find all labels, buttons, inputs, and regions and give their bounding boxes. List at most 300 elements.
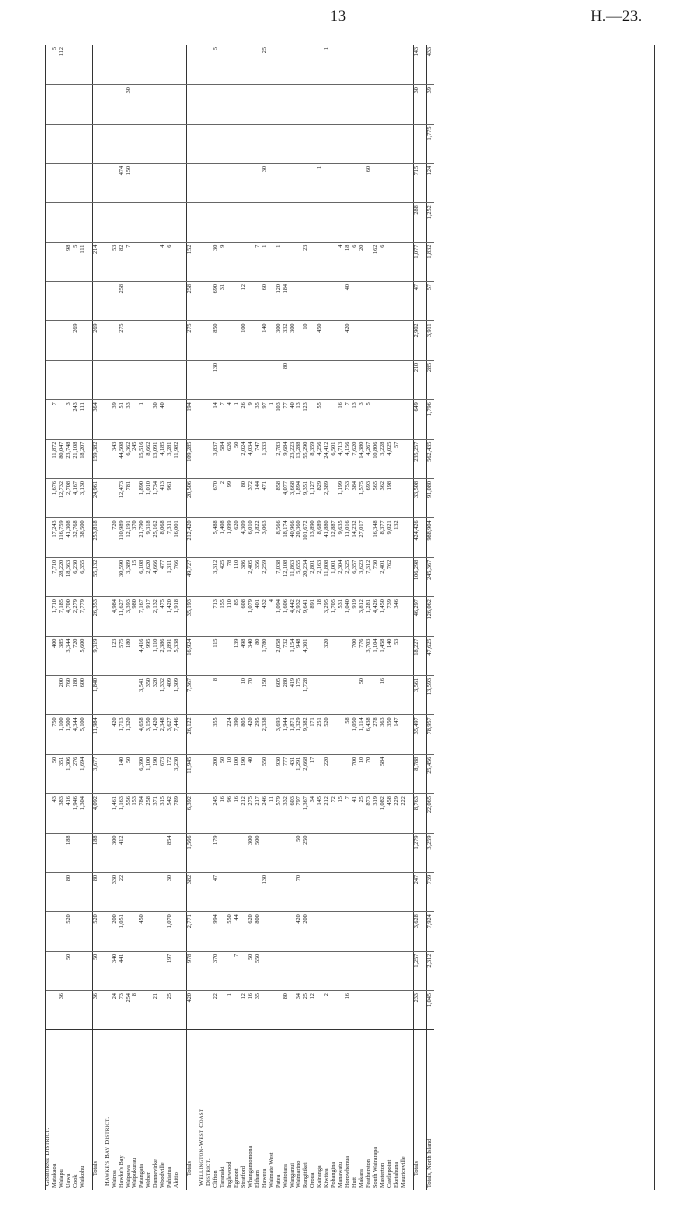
- table-cell: [80, 203, 87, 242]
- table-cell: [387, 912, 394, 951]
- table-cell: 4: [227, 400, 234, 439]
- table-cell: [174, 833, 181, 872]
- table-cell: [324, 282, 331, 321]
- table-cell: 432: [262, 597, 269, 636]
- row-label: Wellington-West Coast: [199, 1030, 206, 1190]
- table-cell: [324, 833, 331, 872]
- table-cell: 2,801: [310, 557, 317, 596]
- table-cell: [199, 794, 206, 833]
- table-cell: 350: [387, 715, 394, 754]
- table-cell: [290, 203, 297, 242]
- table-cell: 23: [303, 242, 310, 281]
- table-cell: 579: [276, 794, 283, 833]
- table-cell: 713: [213, 597, 220, 636]
- table-cell: [160, 203, 167, 242]
- table-cell: [199, 597, 206, 636]
- table-cell: 4,416: [139, 636, 146, 675]
- table-cell: [401, 518, 408, 557]
- table-cell: [227, 124, 234, 163]
- row-label: Waimarino: [296, 1030, 303, 1190]
- table-cell: 3,063: [262, 518, 269, 557]
- table-cell: 441: [119, 951, 126, 990]
- table-cell: [283, 912, 290, 951]
- table-cell: 1,309: [174, 675, 181, 714]
- table-cell: 80: [66, 872, 73, 911]
- table-cell: 57: [394, 439, 401, 478]
- table-cell: 12,473: [119, 479, 126, 518]
- table-cell: [401, 124, 408, 163]
- table-cell: [310, 282, 317, 321]
- table-cell: 850: [213, 321, 220, 360]
- table-cell: [248, 321, 255, 360]
- table-cell: [338, 951, 345, 990]
- table-cell: 235,257: [413, 439, 420, 478]
- table-cell: 11,945: [187, 754, 194, 793]
- table-cell: [146, 321, 153, 360]
- table-cell: [366, 912, 373, 951]
- table-cell: 16,001: [174, 518, 181, 557]
- table-cell: 1,676: [52, 479, 59, 518]
- table-cell: 1: [276, 242, 283, 281]
- table-cell: [324, 400, 331, 439]
- table-cell: 2,902: [413, 321, 420, 360]
- table-cell: [227, 951, 234, 990]
- table-row: [310, 45, 317, 1190]
- table-cell: [338, 360, 345, 399]
- table-cell: 40: [160, 400, 167, 439]
- table-cell: 14,232: [352, 518, 359, 557]
- table-cell: [132, 872, 139, 911]
- table-cell: 53: [112, 242, 119, 281]
- row-label: Masterton: [380, 1030, 387, 1190]
- table-cell: 2,058: [276, 636, 283, 675]
- table-cell: [146, 85, 153, 124]
- table-cell: 40: [345, 282, 352, 321]
- table-cell: [73, 124, 80, 163]
- table-row: [119, 45, 126, 1190]
- table-cell: [317, 282, 324, 321]
- table-cell: [331, 991, 338, 1030]
- table-cell: 17: [310, 754, 317, 793]
- table-cell: [303, 163, 310, 202]
- table-cell: 340: [112, 951, 119, 990]
- table-cell: 750: [52, 715, 59, 754]
- row-label: Weber: [146, 1030, 153, 1190]
- table-cell: [234, 242, 241, 281]
- row-label: Waipawa: [126, 1030, 133, 1190]
- table-cell: [303, 45, 310, 85]
- table-cell: 55: [317, 400, 324, 439]
- table-cell: [174, 951, 181, 990]
- table-cell: 194: [187, 400, 194, 439]
- table-cell: 2,338: [262, 715, 269, 754]
- table-cell: 6,362: [126, 439, 133, 478]
- table-cell: 7,038: [276, 557, 283, 596]
- table-cell: 80: [92, 872, 99, 911]
- table-row: [269, 45, 276, 1190]
- table-cell: 7,367: [187, 675, 194, 714]
- table-cell: 1,110: [153, 636, 160, 675]
- table-cell: 413: [160, 479, 167, 518]
- table-cell: 12: [241, 282, 248, 321]
- table-cell: [366, 203, 373, 242]
- table-cell: [387, 675, 394, 714]
- table-cell: [66, 282, 73, 321]
- table-cell: 1,257: [413, 951, 420, 990]
- row-label: Hawke's Bay: [119, 1030, 126, 1190]
- table-cell: 343: [112, 439, 119, 478]
- table-cell: 565: [373, 479, 380, 518]
- table-cell: 8,662: [146, 439, 153, 478]
- table-cell: 9,351: [303, 479, 310, 518]
- table-cell: [126, 912, 133, 951]
- table-cell: [262, 124, 269, 163]
- row-label: Gisborne District.: [45, 1030, 52, 1190]
- table-cell: [153, 360, 160, 399]
- table-cell: 24,412: [324, 439, 331, 478]
- table-cell: 11,872: [52, 439, 59, 478]
- table-cell: 33: [126, 400, 133, 439]
- table-cell: [394, 912, 401, 951]
- table-cell: [227, 360, 234, 399]
- table-cell: [234, 203, 241, 242]
- table-cell: 11: [269, 794, 276, 833]
- table-cell: 60: [262, 282, 269, 321]
- table-cell: 6,392: [187, 794, 194, 833]
- table-cell: 258: [146, 794, 153, 833]
- table-cell: [401, 400, 408, 439]
- table-cell: [366, 321, 373, 360]
- table-cell: 243: [73, 400, 80, 439]
- table-cell: 1,780: [262, 636, 269, 675]
- table-cell: 13: [352, 400, 359, 439]
- table-cell: 1,606: [283, 597, 290, 636]
- table-cell: 16: [338, 400, 345, 439]
- table-cell: [126, 282, 133, 321]
- table-cell: [234, 360, 241, 399]
- table-cell: 1,077: [413, 242, 420, 281]
- table-cell: 7,446: [174, 715, 181, 754]
- table-cell: 28,220: [59, 557, 66, 596]
- table-cell: [199, 85, 206, 124]
- table-cell: 150: [262, 675, 269, 714]
- table-cell: 155: [220, 597, 227, 636]
- table-cell: [199, 242, 206, 281]
- table-cell: 1,100: [59, 715, 66, 754]
- totals-row: [187, 45, 194, 1190]
- table-cell: [366, 951, 373, 990]
- table-cell: 4: [160, 242, 167, 281]
- table-cell: 5,600: [80, 636, 87, 675]
- table-cell: [153, 45, 160, 85]
- table-row: [303, 45, 310, 1190]
- table-cell: [269, 124, 276, 163]
- table-cell: [310, 912, 317, 951]
- table-cell: [269, 360, 276, 399]
- table-cell: [380, 85, 387, 124]
- table-cell: [317, 912, 324, 951]
- table-cell: [345, 675, 352, 714]
- table-cell: 4,442: [290, 597, 297, 636]
- table-cell: 948: [296, 636, 303, 675]
- table-cell: [352, 872, 359, 911]
- table-cell: 649: [413, 400, 420, 439]
- table-cell: 18,207: [80, 439, 87, 478]
- table-cell: [290, 282, 297, 321]
- table-cell: [105, 85, 112, 124]
- table-cell: [310, 951, 317, 990]
- table-cell: [227, 321, 234, 360]
- table-cell: 458: [387, 794, 394, 833]
- table-cell: [45, 85, 52, 124]
- table-cell: [359, 912, 366, 951]
- table-cell: [52, 951, 59, 990]
- table-cell: [380, 991, 387, 1030]
- table-cell: [80, 912, 87, 951]
- table-cell: 1: [269, 400, 276, 439]
- table-cell: 13,091: [153, 439, 160, 478]
- table-cell: 3,393: [126, 597, 133, 636]
- table-cell: 179: [213, 833, 220, 872]
- table-cell: 50: [220, 754, 227, 793]
- table-cell: 233: [413, 991, 420, 1030]
- table-cell: [394, 85, 401, 124]
- table-cell: 13,890: [310, 518, 317, 557]
- row-label: South Wairarapa: [373, 1030, 380, 1190]
- table-cell: [366, 360, 373, 399]
- table-cell: 715: [413, 163, 420, 202]
- table-cell: 7,185: [59, 597, 66, 636]
- table-cell: 41,308: [66, 518, 73, 557]
- table-cell: 73: [119, 991, 126, 1030]
- table-cell: 22,065: [426, 794, 433, 833]
- table-cell: [248, 124, 255, 163]
- table-cell: [331, 203, 338, 242]
- table-cell: [296, 85, 303, 124]
- table-cell: 70: [296, 872, 303, 911]
- table-cell: 275: [119, 321, 126, 360]
- table-cell: [331, 675, 338, 714]
- table-cell: [80, 360, 87, 399]
- table-cell: 319: [373, 794, 380, 833]
- table-cell: [248, 85, 255, 124]
- table-cell: [73, 951, 80, 990]
- table-cell: 474: [119, 163, 126, 202]
- table-cell: 2,304: [338, 557, 345, 596]
- table-cell: 1,010: [146, 479, 153, 518]
- row-label: Waipukurau: [132, 1030, 139, 1190]
- table-cell: [248, 360, 255, 399]
- table-row: [126, 45, 133, 1190]
- table-cell: 109,285: [187, 439, 194, 478]
- table-cell: 1,822: [255, 518, 262, 557]
- table-cell: 4,426: [373, 597, 380, 636]
- table-cell: [80, 124, 87, 163]
- table-cell: [112, 45, 119, 85]
- table-cell: 190: [241, 754, 248, 793]
- table-cell: 1,891: [167, 636, 174, 675]
- table-row: [66, 45, 73, 1190]
- table-cell: 32,768: [73, 518, 80, 557]
- table-cell: 7: [345, 400, 352, 439]
- table-cell: [112, 675, 119, 714]
- table-cell: [126, 833, 133, 872]
- table-cell: 542: [167, 794, 174, 833]
- table-cell: [167, 360, 174, 399]
- table-cell: [213, 163, 220, 202]
- table-cell: [92, 282, 99, 321]
- table-cell: [52, 872, 59, 911]
- table-cell: [126, 45, 133, 85]
- table-cell: [73, 833, 80, 872]
- table-cell: [269, 45, 276, 85]
- table-cell: 1,408: [220, 518, 227, 557]
- table-cell: 159,382: [92, 439, 99, 478]
- table-cell: 12,887: [331, 518, 338, 557]
- table-cell: [290, 163, 297, 202]
- table-cell: [45, 872, 52, 911]
- table-cell: [331, 754, 338, 793]
- table-cell: 23,748: [66, 439, 73, 478]
- table-cell: 18,227: [413, 636, 420, 675]
- table-cell: [174, 872, 181, 911]
- table-cell: 1,045: [426, 991, 433, 1030]
- table-cell: 110: [234, 557, 241, 596]
- table-cell: [146, 203, 153, 242]
- table-cell: [199, 518, 206, 557]
- table-cell: 16: [345, 991, 352, 1030]
- table-cell: 626: [227, 439, 234, 478]
- table-cell: [324, 951, 331, 990]
- table-cell: 4,309: [241, 518, 248, 557]
- table-cell: 150: [126, 163, 133, 202]
- table-cell: [174, 479, 181, 518]
- table-cell: 873: [366, 794, 373, 833]
- row-label: Hutt: [352, 1030, 359, 1190]
- table-cell: 139: [234, 636, 241, 675]
- table-cell: [139, 45, 146, 85]
- table-cell: [366, 45, 373, 85]
- table-cell: 34: [296, 991, 303, 1030]
- table-row: [290, 45, 297, 1190]
- table-cell: [352, 203, 359, 242]
- table-cell: 1,082: [380, 794, 387, 833]
- table-cell: 124: [426, 163, 433, 202]
- table-cell: 285: [426, 360, 433, 399]
- table-cell: 4,666: [153, 557, 160, 596]
- table-cell: 433: [426, 45, 433, 85]
- table-cell: 152: [187, 242, 194, 281]
- table-cell: [248, 242, 255, 281]
- table-cell: [373, 400, 380, 439]
- table-cell: 23,223: [290, 439, 297, 478]
- table-cell: [296, 45, 303, 85]
- table-cell: [345, 872, 352, 911]
- table-cell: [52, 912, 59, 951]
- table-cell: [310, 636, 317, 675]
- table-cell: 15,516: [139, 439, 146, 478]
- table-cell: [352, 163, 359, 202]
- table-cell: [373, 912, 380, 951]
- table-cell: [80, 951, 87, 990]
- table-cell: 5,488: [213, 518, 220, 557]
- table-cell: 550: [255, 951, 262, 990]
- table-cell: [220, 833, 227, 872]
- table-cell: [105, 282, 112, 321]
- table-cell: 700: [352, 636, 359, 675]
- table-cell: 5,338: [174, 636, 181, 675]
- table-cell: 1: [227, 991, 234, 1030]
- table-cell: [132, 282, 139, 321]
- table-cell: [283, 242, 290, 281]
- table-cell: 20,506: [187, 479, 194, 518]
- table-cell: 39: [426, 85, 433, 124]
- table-cell: [146, 872, 153, 911]
- table-cell: 33,508: [413, 479, 420, 518]
- table-cell: [380, 360, 387, 399]
- table-cell: [248, 163, 255, 202]
- table-cell: [380, 45, 387, 85]
- table-cell: 690: [213, 282, 220, 321]
- table-cell: 35: [255, 991, 262, 1030]
- table-cell: [132, 951, 139, 990]
- table-cell: 16: [234, 794, 241, 833]
- table-cell: 858: [276, 479, 283, 518]
- table-cell: 2,132: [153, 597, 160, 636]
- table-cell: 78,957: [426, 715, 433, 754]
- table-cell: 1,311: [167, 557, 174, 596]
- table-cell: [387, 321, 394, 360]
- table-cell: 20,234: [303, 557, 310, 596]
- table-row: [153, 45, 160, 1190]
- table-cell: 16,348: [373, 518, 380, 557]
- table-cell: 732: [283, 636, 290, 675]
- table-cell: [206, 124, 213, 163]
- table-cell: 4,025: [387, 439, 394, 478]
- table-cell: [394, 321, 401, 360]
- table-cell: 9,319: [92, 636, 99, 675]
- table-cell: [324, 675, 331, 714]
- table-cell: 12,732: [59, 479, 66, 518]
- table-cell: [290, 124, 297, 163]
- table-cell: [324, 360, 331, 399]
- table-cell: 50: [126, 754, 133, 793]
- table-cell: [45, 203, 52, 242]
- table-cell: 3,295: [324, 597, 331, 636]
- table-cell: 112: [57, 47, 65, 57]
- table-cell: [394, 242, 401, 281]
- table-cell: 144: [255, 479, 262, 518]
- table-row: [80, 45, 87, 1190]
- table-cell: 4,077: [283, 479, 290, 518]
- table-cell: 600: [80, 675, 87, 714]
- table-cell: [296, 282, 303, 321]
- table-cell: [317, 872, 324, 911]
- row-label: Hawke's Bay District.: [105, 1030, 112, 1190]
- table-cell: 10: [359, 754, 366, 793]
- table-cell: [220, 321, 227, 360]
- table-cell: 6: [352, 242, 359, 281]
- table-cell: [227, 282, 234, 321]
- row-label: Eketahuna: [394, 1030, 401, 1190]
- table-cell: 7,710: [52, 557, 59, 596]
- table-cell: [401, 912, 408, 951]
- table-cell: 15: [132, 557, 139, 596]
- table-cell: [153, 321, 160, 360]
- table-cell: 245,367: [426, 557, 433, 596]
- table-cell: 1: [323, 47, 331, 51]
- table-cell: 70: [248, 675, 255, 714]
